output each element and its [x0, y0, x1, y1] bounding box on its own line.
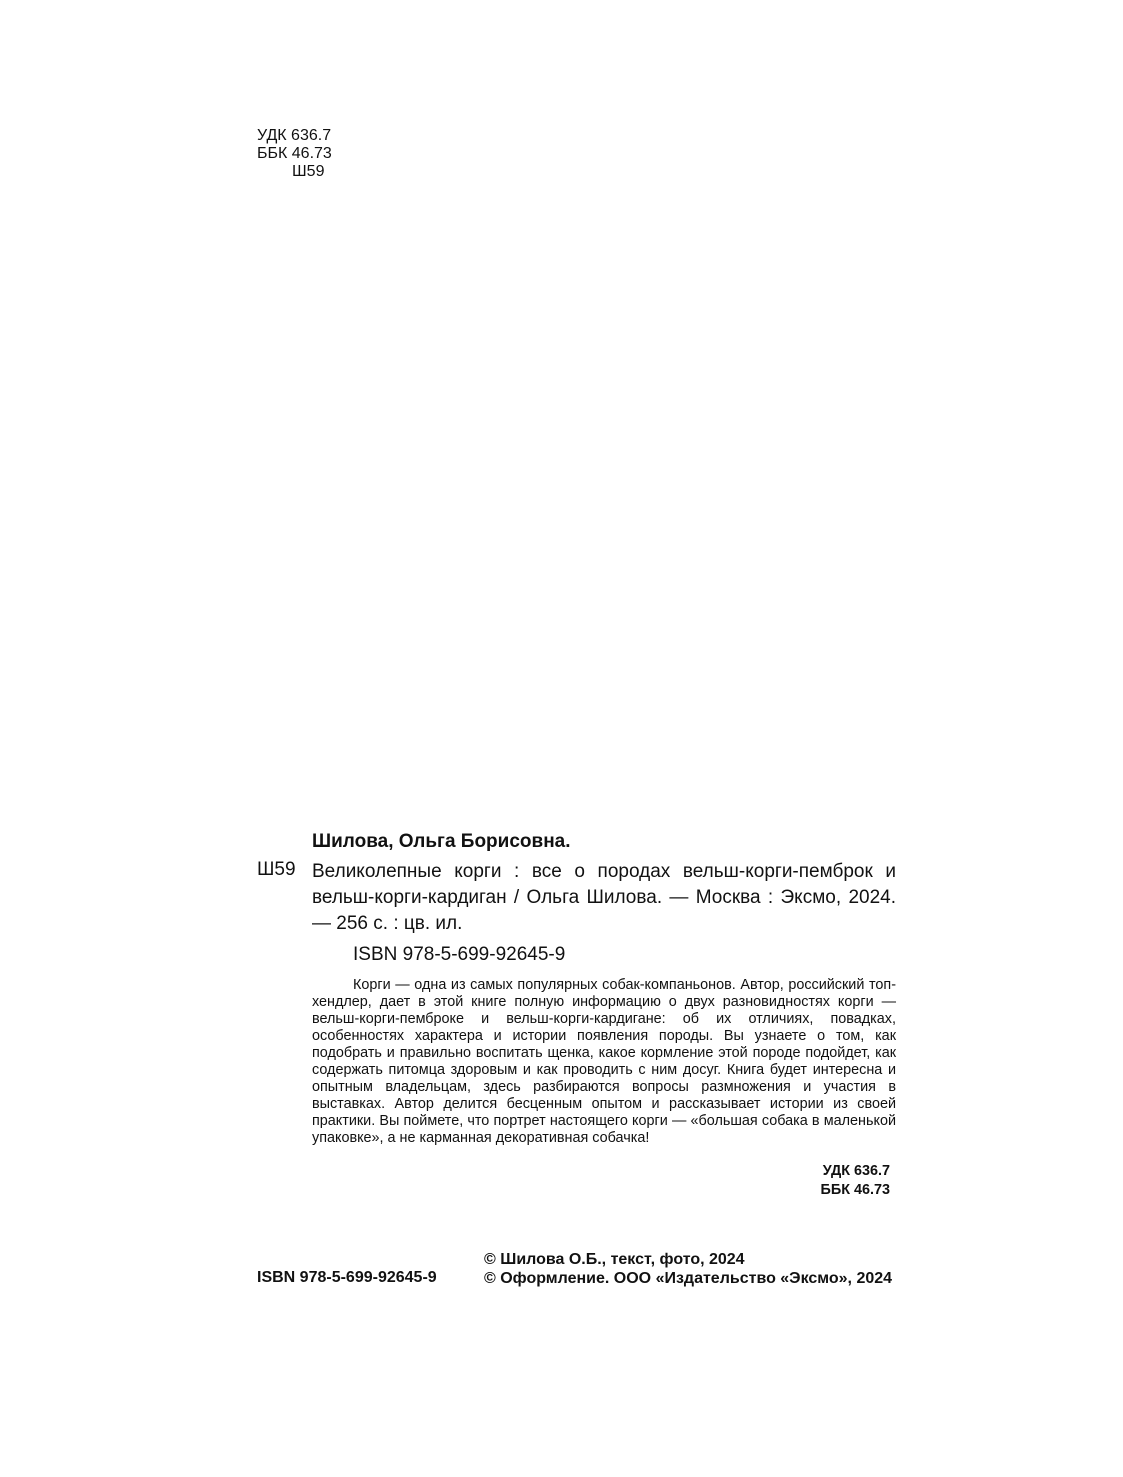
- bbk-code-bottom: ББК 46.73: [820, 1182, 890, 1198]
- copyright-block: [484, 1250, 892, 1288]
- classification-codes-top: [257, 127, 332, 181]
- classification-codes-bottom: [700, 1162, 890, 1200]
- author-heading: Шилова, Ольга Борисовна.: [312, 831, 571, 852]
- bibliographic-description: Великолепные корги : все о породах вельш-корги-пемброк и вельш-корги-кардиган / Ольга Шилова. — Москва : Эксмо, 2024. — 256 с. : цв. ил.: [312, 861, 896, 934]
- udk-code-bottom: УДК 636.7: [822, 1163, 890, 1179]
- bbk-code: ББК 46.73: [257, 145, 332, 162]
- udk-code: УДК 636.7: [257, 127, 332, 144]
- copyright-design: © Оформление. ООО «Издательство «Эксмо», 2024: [484, 1270, 893, 1287]
- author-mark: Ш59: [292, 163, 325, 180]
- copyright-text: © Шилова О.Б., текст, фото, 2024: [484, 1251, 745, 1268]
- annotation: Корги — одна из самых популярных собак-компаньонов. Автор, российский топ-хендлер, дает в этой книге полную информацию о двух разновидностях корги — вельш-корги-пемброке и вельш-корги-кардигане: об их отличиях, повадках, особенностях характера и истории появления породы. Вы узнаете о том, как подобрать и правильно воспитать щенка, какое кормление этой породе подойдет, как содержать питомца здоровым и как проводить с ним досуг. Книга будет интересна и опытным владельцам, здесь разбираются вопросы размножения и участия в выставках. Автор делится бесценным опытом и рассказывает истории из своей практики. Вы поймете, что портрет настоящего корги — «большая собака в маленькой упаковке», а не карманная декоративная собачка!: [312, 977, 896, 1146]
- entry-author-mark: Ш59: [257, 859, 296, 880]
- isbn-footer: ISBN 978-5-699-92645-9: [257, 1269, 437, 1286]
- isbn-line: ISBN 978-5-699-92645-9: [353, 944, 566, 965]
